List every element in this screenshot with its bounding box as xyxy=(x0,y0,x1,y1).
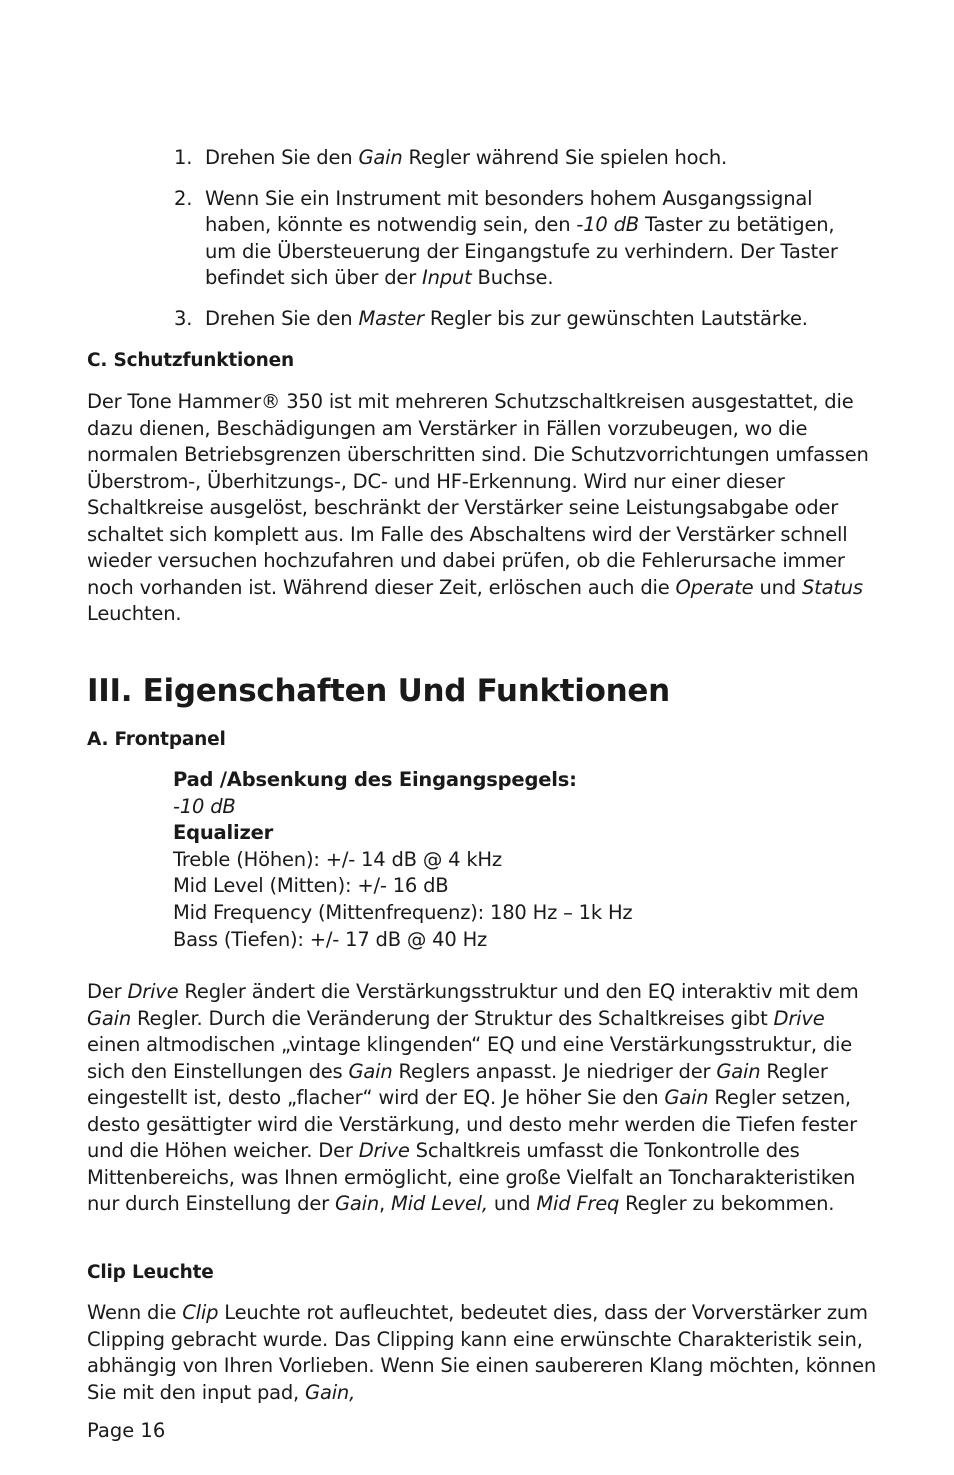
eq-item: Bass (Tiefen): +/- 17 dB @ 40 Hz xyxy=(173,927,488,951)
step-number: 2. xyxy=(174,186,193,210)
page-number: Page 16 xyxy=(87,1419,166,1442)
frontpanel-heading: A. Frontpanel xyxy=(87,729,226,750)
drive-paragraph: Der Drive Regler ändert die Verstärkungsstruktur und den EQ interaktiv mit dem Gain Regler. Durch die Veränderung der Struktur des Schaltkreises gibt Drive einen altmodischen „vintage klingenden“ EQ und eine Verstärkungsstruktur, die sich den Einstellungen des Gain Reglers anpasst. Je niedriger der Gain Regler eingestellt ist, desto „flacher“ wird der EQ. Je höher Sie den Gain Regler setzen, desto gesättigter wird die Verstärkung, und desto mehr werden die Tiefen fester und die Höhen weicher. Der Drive Schaltkreis umfasst die Tonkontrolle des Mittenbereichs, was Ihnen ermöglicht, eine große Vielfalt an Toncharakteristiken nur durch Einstellung der Gain, Mid Level, und Mid Freq Regler zu bekommen. xyxy=(87,980,859,1215)
eq-item: Treble (Höhen): +/- 14 dB @ 4 kHz xyxy=(173,847,502,871)
schutz-heading: C. Schutzfunktionen xyxy=(87,350,294,371)
clip-heading: Clip Leuchte xyxy=(87,1262,214,1283)
steps-list xyxy=(174,145,864,332)
eq-label: Equalizer xyxy=(173,821,274,845)
spec-list xyxy=(173,767,793,953)
pad-value: -10 dB xyxy=(173,794,236,818)
step-item: 2. Wenn Sie ein Instrument mit besonders hohem Ausgangssignal haben, könnte es notwendig sein, den -10 dB Taster zu betätigen, um die Übersteuerung der Eingangstufe zu verhindern. Der Taster befindet sich über der Input Buchse. xyxy=(174,186,838,289)
schutz-paragraph: Der Tone Hammer® 350 ist mit mehreren Schutzschaltkreisen ausgestattet, die dazu dienen, Beschädigungen am Verstärker in Fällen vorzubeugen, wo die normalen Betriebsgrenzen überschritten sind. Die Schutzvorrichtungen umfassen Überstrom-, Überhitzungs-, DC- und HF-Erkennung. Wird nur einer dieser Schaltkreise ausgelöst, beschränkt der Verstärker seine Leistungsabgabe oder schaltet sich komplett aus. Im Falle des Abschaltens wird der Verstärker schnell wieder versuchen hochzufahren und dabei prüfen, ob die Fehlerursache immer noch vorhanden ist. Während dieser Zeit, erlöschen auch die Operate und Status Leuchten. xyxy=(87,390,869,625)
step-item: 1. Drehen Sie den Gain Regler während Sie spielen hoch. xyxy=(174,145,864,172)
step-item: 3. Drehen Sie den Master Regler bis zur gewünschten Lautstärke. xyxy=(174,306,864,333)
step-number: 3. xyxy=(174,306,193,330)
eq-item: Mid Level (Mitten): +/- 16 dB xyxy=(173,874,449,898)
pad-label: Pad /Absenkung des Eingangspegels: xyxy=(173,768,577,791)
clip-paragraph: Wenn die Clip Leuchte rot aufleuchtet, bedeutet dies, dass der Vorverstärker zum Clipping gebracht wurde. Das Clipping kann eine erwünschte Charakteristik sein, abhängig von Ihren Vorlieben. Wenn Sie einen saubereren Klang möchten, können Sie mit den input pad, Gain, xyxy=(87,1301,877,1404)
step-number: 1. xyxy=(174,146,193,169)
section-title: III. Eigenschaften Und Funktionen xyxy=(87,673,670,709)
eq-item: Mid Frequency (Mittenfrequenz): 180 Hz – 1k Hz xyxy=(173,900,633,924)
